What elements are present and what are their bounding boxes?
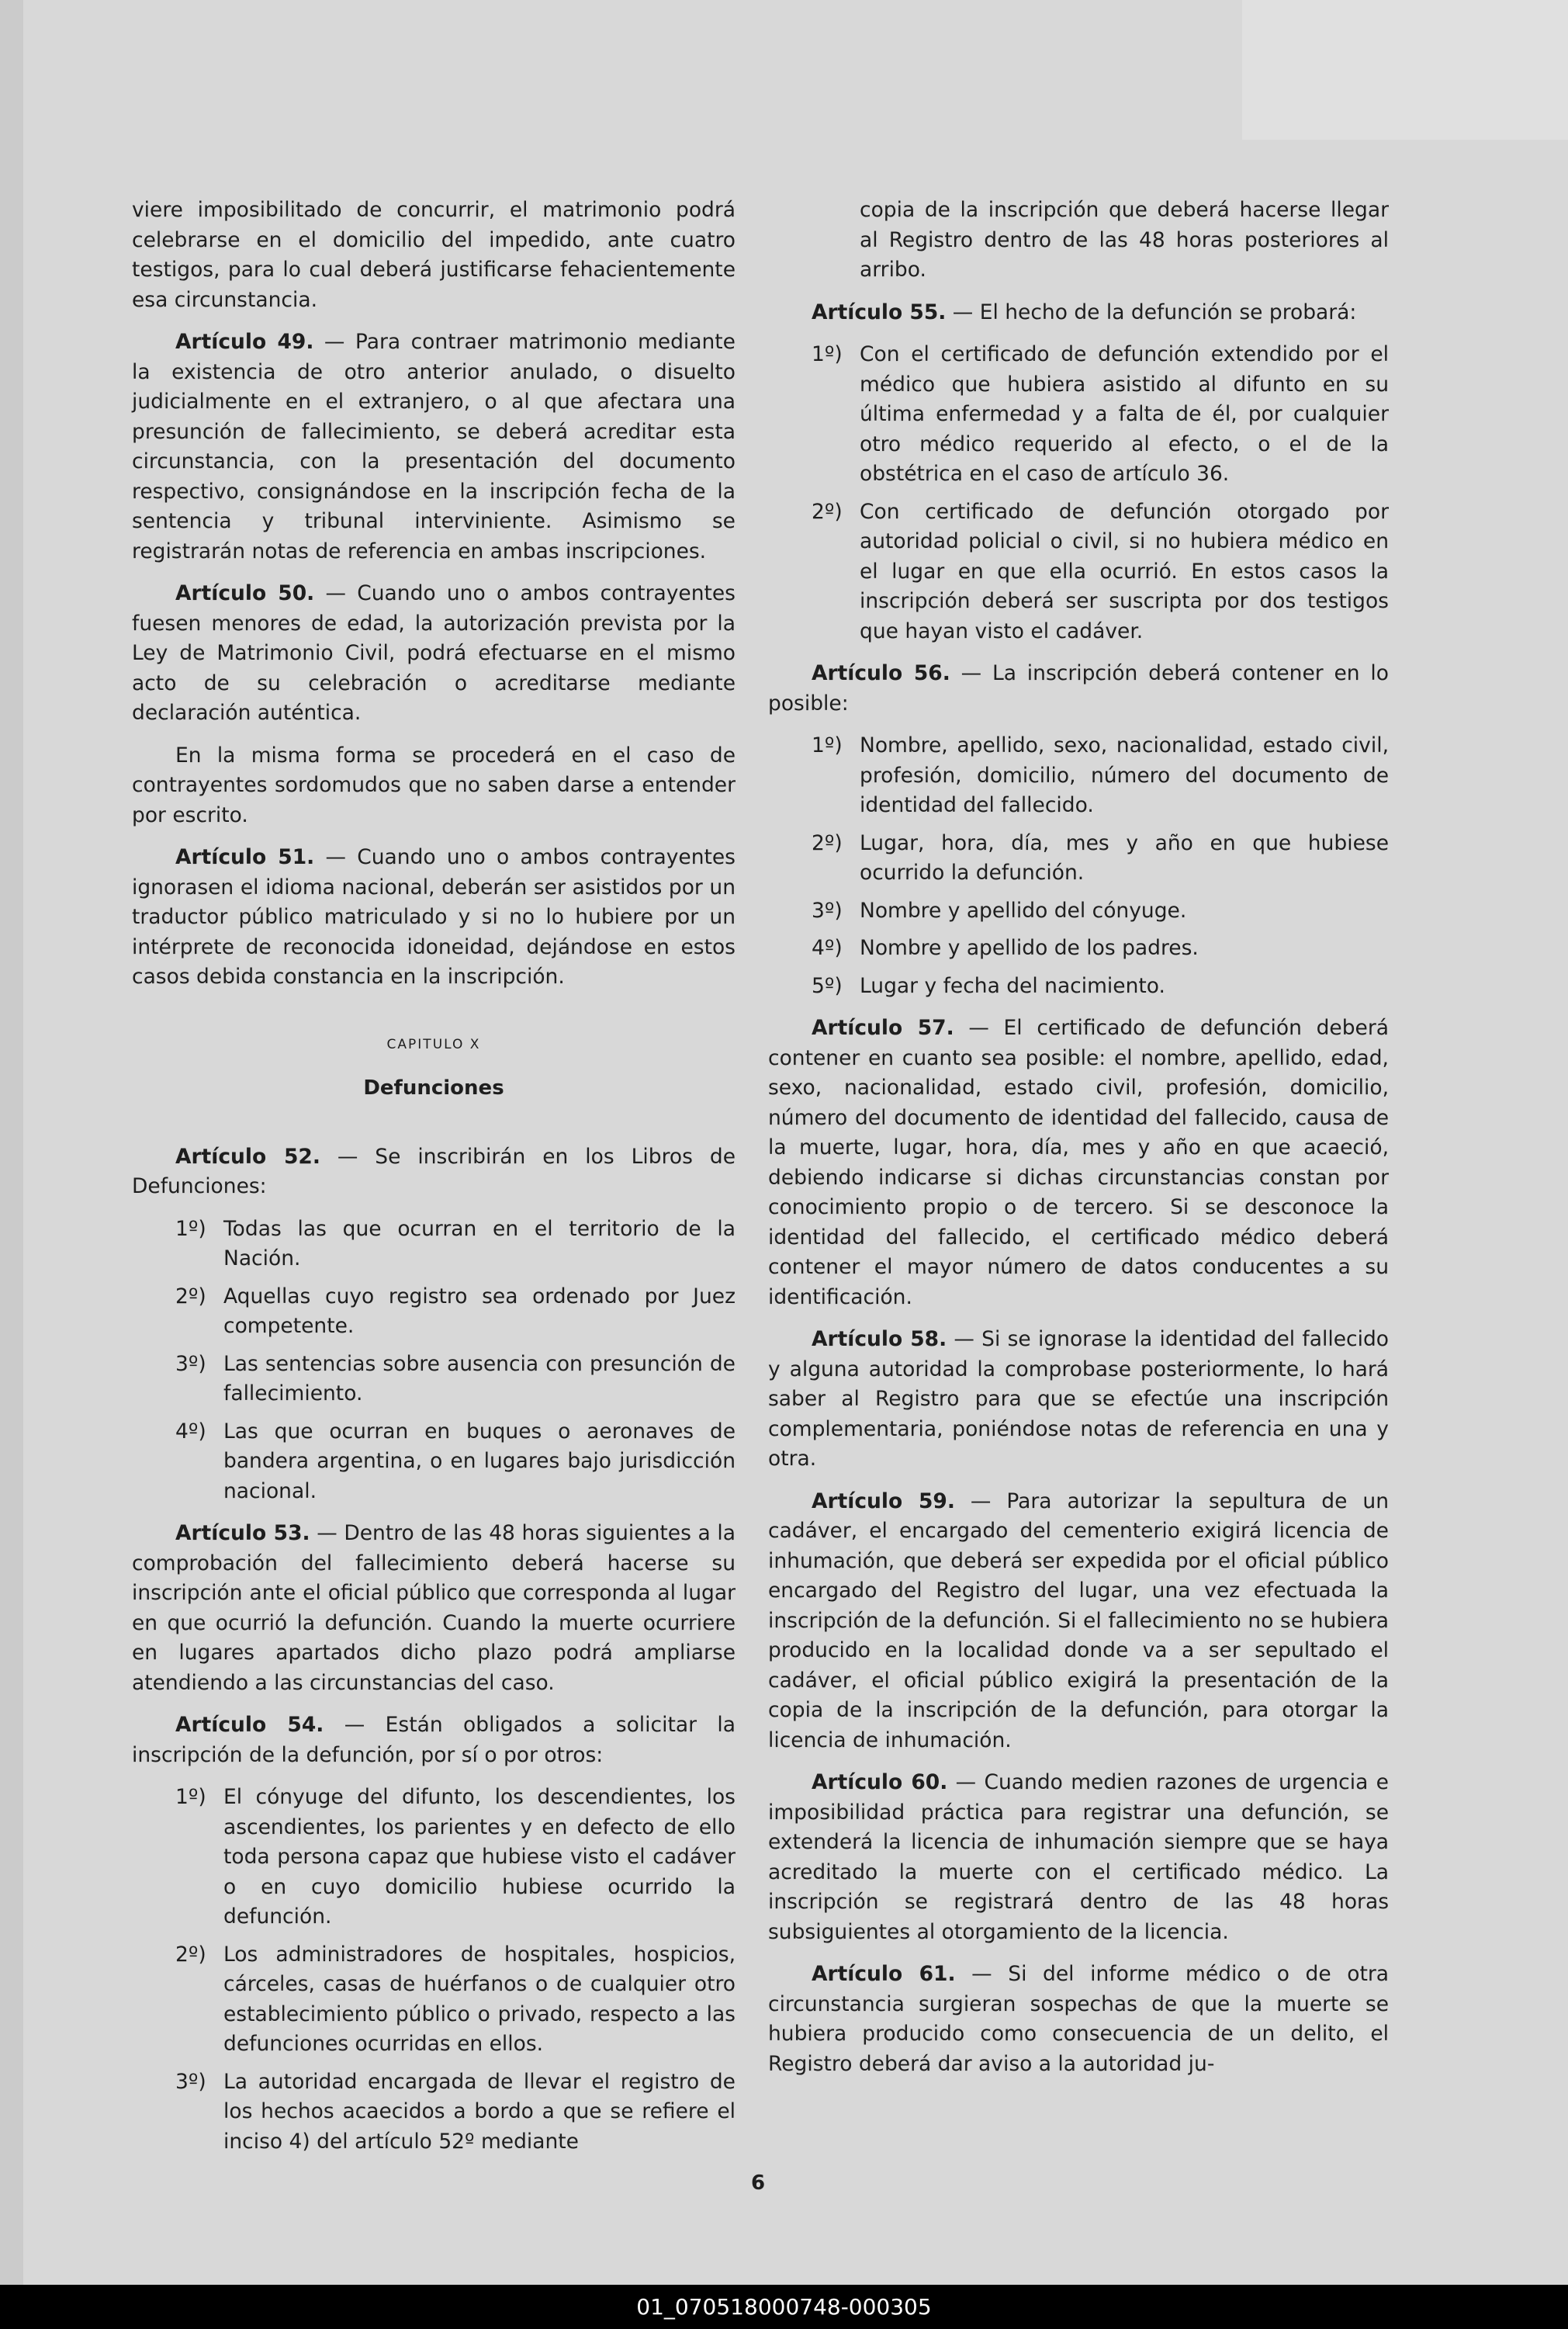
- item-text: Con certificado de defunción otorgado por autoridad policial o civil, si no hubiera médico en el lugar en que ella ocurrió. En estos casos la inscripción deberá ser suscripta por dos testigos que hayan visto el cadáver.: [860, 499, 1389, 643]
- article-55-list: [768, 340, 1389, 646]
- article-text: — Para contraer matrimonio mediante la existencia de otro anterior anulado, o disuelto judicialmente en el extranjero, o al que afectara una presunción de fallecimiento, se deberá acreditar esta circunstancia, con la presentación del documento respectivo, consignándose en la inscripción fecha de la sentencia y tribunal interviniente. Asimismo se registrarán notas de referencia en ambas inscripciones.: [132, 330, 736, 563]
- item-number: 3º): [175, 2069, 206, 2094]
- article-text: — Se inscribirán en los Libros de Defunciones:: [132, 1144, 736, 1198]
- item-number: 2º): [812, 499, 843, 524]
- article-label: Artículo 54.: [175, 1713, 324, 1737]
- item-number-spacer: [768, 196, 860, 286]
- list-item: [132, 1350, 736, 1409]
- article-50: [132, 579, 736, 729]
- item-text: Las que ocurran en buques o aeronaves de bandera argentina, o en lugares bajo jurisdicción nacional.: [223, 1419, 736, 1503]
- item-text: Nombre, apellido, sexo, nacionalidad, estado civil, profesión, domicilio, número del documento de identidad del fallecido.: [860, 733, 1389, 817]
- article-text: — El certificado de defunción deberá contener en cuanto sea posible: el nombre, apellido, edad, sexo, nacionalidad, estado civil, profesión, domicilio, número del documento de identidad del fallecido, causa de la muerte, lugar, hora, día, mes y año en que acaeció, debiendo indicarse si dichas circunstancias constan por conocimiento propio o de tercero. Si se desconoce la identidad del fallecido, el certificado médico deberá contener el mayor número de datos conducentes a su identificación.: [768, 1016, 1389, 1309]
- list-item: [768, 497, 1389, 647]
- list-item: [768, 934, 1389, 964]
- article-label: Artículo 56.: [812, 661, 950, 685]
- article-label: Artículo 53.: [175, 1521, 310, 1545]
- list-item: [768, 731, 1389, 821]
- paragraph-continuation: viere imposibilitado de concurrir, el matrimonio podrá celebrarse en el domicilio del impedido, ante cuatro testigos, para lo cual deberá justificarse fehacientemente esa circunstancia.: [132, 198, 736, 312]
- item-text: Con el certificado de defunción extendido por el médico que hubiera asistido al difunto en su última enfermedad y a falta de él, por cualquier otro médico requerido al efecto, o el de la obstétrica en el caso de artículo 36.: [860, 342, 1389, 486]
- list-item: [768, 196, 1389, 286]
- list-item: [132, 1783, 736, 1932]
- item-text: Lugar y fecha del nacimiento.: [860, 973, 1165, 998]
- item-text: Todas las que ocurran en el territorio de la Nación.: [223, 1216, 736, 1270]
- article-label: Artículo 57.: [812, 1016, 954, 1040]
- article-59: [768, 1487, 1389, 1756]
- article-57: [768, 1014, 1389, 1312]
- item-text: Los administradores de hospitales, hospicios, cárceles, casas de huérfanos o de cualquier otro establecimiento público o privado, respecto a las defunciones ocurridas en ellos.: [223, 1942, 736, 2056]
- article-label: Artículo 58.: [812, 1327, 947, 1351]
- left-column: [132, 196, 736, 2169]
- article-text: — Si se ignorase la identidad del fallecido y alguna autoridad la comprobase posteriormente, lo hará saber al Registro para que se efectúe una inscripción complementaria, poniéndose notas de referencia en una y otra.: [768, 1327, 1389, 1471]
- article-52-list: [132, 1215, 736, 1507]
- item-number: 3º): [175, 1351, 206, 1376]
- right-column: [768, 196, 1389, 2092]
- article-text: — Para autorizar la sepultura de un cadáver, el encargado del cementerio exigirá licencia de inhumación, que deberá ser expedida por el oficial público encargado del Registro del lugar, una vez efectuada la inscripción de la defunción. Si el fallecimiento no se hubiera producido en la localidad donde va a ser sepultado el cadáver, el oficial público exigirá la presentación de la copia de la inscripción de la defunción, para otorgar la licencia de inhumación.: [768, 1489, 1389, 1752]
- article-text: — Cuando uno o ambos contrayentes fuesen menores de edad, la autorización prevista por la Ley de Matrimonio Civil, podrá efectuarse en el mismo acto de su celebración o acreditarse mediante declaración auténtica.: [132, 581, 736, 725]
- article-label: Artículo 49.: [175, 330, 314, 354]
- item-text: copia de la inscripción que deberá hacerse llegar al Registro dentro de las 48 horas posteriores al arribo.: [860, 198, 1389, 282]
- article-text: — Dentro de las 48 horas siguientes a la comprobación del fallecimiento deberá hacerse su inscripción ante el oficial público que corresponda al lugar en que ocurrió la defunción. Cuando la muerte ocurriere en lugares apartados dicho plazo podrá ampliarse atendiendo a las circunstancias del caso.: [132, 1521, 736, 1695]
- item-number: 2º): [175, 1284, 206, 1308]
- article-61: [768, 1960, 1389, 2079]
- item-number: 2º): [812, 830, 843, 855]
- item-text: Lugar, hora, día, mes y año en que hubiese ocurrido la defunción.: [860, 830, 1389, 885]
- article-label: Artículo 52.: [175, 1144, 320, 1169]
- item-number: 2º): [175, 1942, 206, 1967]
- item-number: 1º): [812, 342, 843, 366]
- continued-item: [768, 196, 1389, 286]
- article-label: Artículo 60.: [812, 1770, 948, 1794]
- article-52: [132, 1142, 736, 1202]
- article-54-list: [132, 1783, 736, 2157]
- article-text: — El hecho de la defunción se probará:: [946, 300, 1357, 324]
- article-55: [768, 298, 1389, 328]
- list-item: [132, 1417, 736, 1507]
- list-item: [768, 972, 1389, 1002]
- item-number: 1º): [812, 733, 843, 757]
- article-56-list: [768, 731, 1389, 1001]
- article-label: Artículo 51.: [175, 845, 315, 869]
- item-number: 1º): [175, 1216, 206, 1241]
- item-number: 1º): [175, 1785, 206, 1809]
- list-item: [768, 340, 1389, 490]
- article-label: Artículo 59.: [812, 1489, 955, 1513]
- item-text: La autoridad encargada de llevar el registro de los hechos acaecidos a bordo a que se refiere el inciso 4) del artículo 52º mediante: [223, 2069, 736, 2154]
- chapter-title: Defunciones: [363, 1076, 504, 1100]
- article-50-paragraph-2: En la misma forma se procederá en el caso de contrayentes sordomudos que no saben darse a entender por escrito.: [132, 743, 736, 827]
- article-text: — Si del informe médico o de otra circunstancia surgieran sospechas de que la muerte se hubiera producido como consecuencia de un delito, el Registro deberá dar aviso a la autoridad ju-: [768, 1962, 1389, 2076]
- article-label: Artículo 55.: [812, 300, 947, 324]
- item-text: Nombre y apellido de los padres.: [860, 936, 1199, 960]
- list-item: [132, 1940, 736, 2060]
- item-number: 4º): [812, 936, 843, 960]
- article-53: [132, 1519, 736, 1698]
- page-number: 6: [751, 2171, 766, 2195]
- chapter-label: CAPITULO X: [386, 1036, 481, 1052]
- article-54: [132, 1710, 736, 1770]
- item-text: Nombre y apellido del cónyuge.: [860, 898, 1187, 923]
- item-number: 5º): [812, 973, 843, 998]
- article-49: [132, 328, 736, 567]
- list-item: [132, 1282, 736, 1342]
- article-58: [768, 1325, 1389, 1475]
- article-label: Artículo 50.: [175, 581, 315, 605]
- article-text: — Cuando uno o ambos contrayentes ignorasen el idioma nacional, deberán ser asistidos por un traductor público matriculado y si no lo hubiere por un intérprete de reconocida idoneidad, dejándose en estos casos debida constancia en la inscripción.: [132, 845, 736, 989]
- article-text: — La inscripción deberá contener en lo posible:: [768, 661, 1389, 716]
- article-60: [768, 1768, 1389, 1947]
- item-number: 3º): [812, 898, 843, 923]
- article-51: [132, 843, 736, 993]
- article-text: — Cuando medien razones de urgencia e imposibilidad práctica para registrar una defunción, se extenderá la licencia de inhumación siempre que se haya acreditado la muerte con el certificado médico. La inscripción se registrará dentro de las 48 horas subsiguientes al otorgamiento de la licencia.: [768, 1770, 1389, 1944]
- item-text: El cónyuge del difunto, los descendientes, los ascendientes, los parientes y en defecto de ello toda persona capaz que hubiese visto el cadáver o en cuyo domicilio hubiese ocurrido la defunción.: [223, 1785, 736, 1929]
- article-56: [768, 659, 1389, 719]
- scan-id-label: 01_070518000748-000305: [636, 2294, 932, 2320]
- article-label: Artículo 61.: [812, 1962, 956, 1986]
- list-item: [768, 896, 1389, 927]
- list-item: [768, 829, 1389, 889]
- item-text: Las sentencias sobre ausencia con presunción de fallecimiento.: [223, 1351, 736, 1405]
- article-text: — Están obligados a solicitar la inscripción de la defunción, por sí o por otros:: [132, 1713, 736, 1767]
- list-item: [132, 2067, 736, 2157]
- list-item: [132, 1215, 736, 1274]
- item-text: Aquellas cuyo registro sea ordenado por Juez competente.: [223, 1284, 736, 1338]
- item-number: 4º): [175, 1419, 206, 1443]
